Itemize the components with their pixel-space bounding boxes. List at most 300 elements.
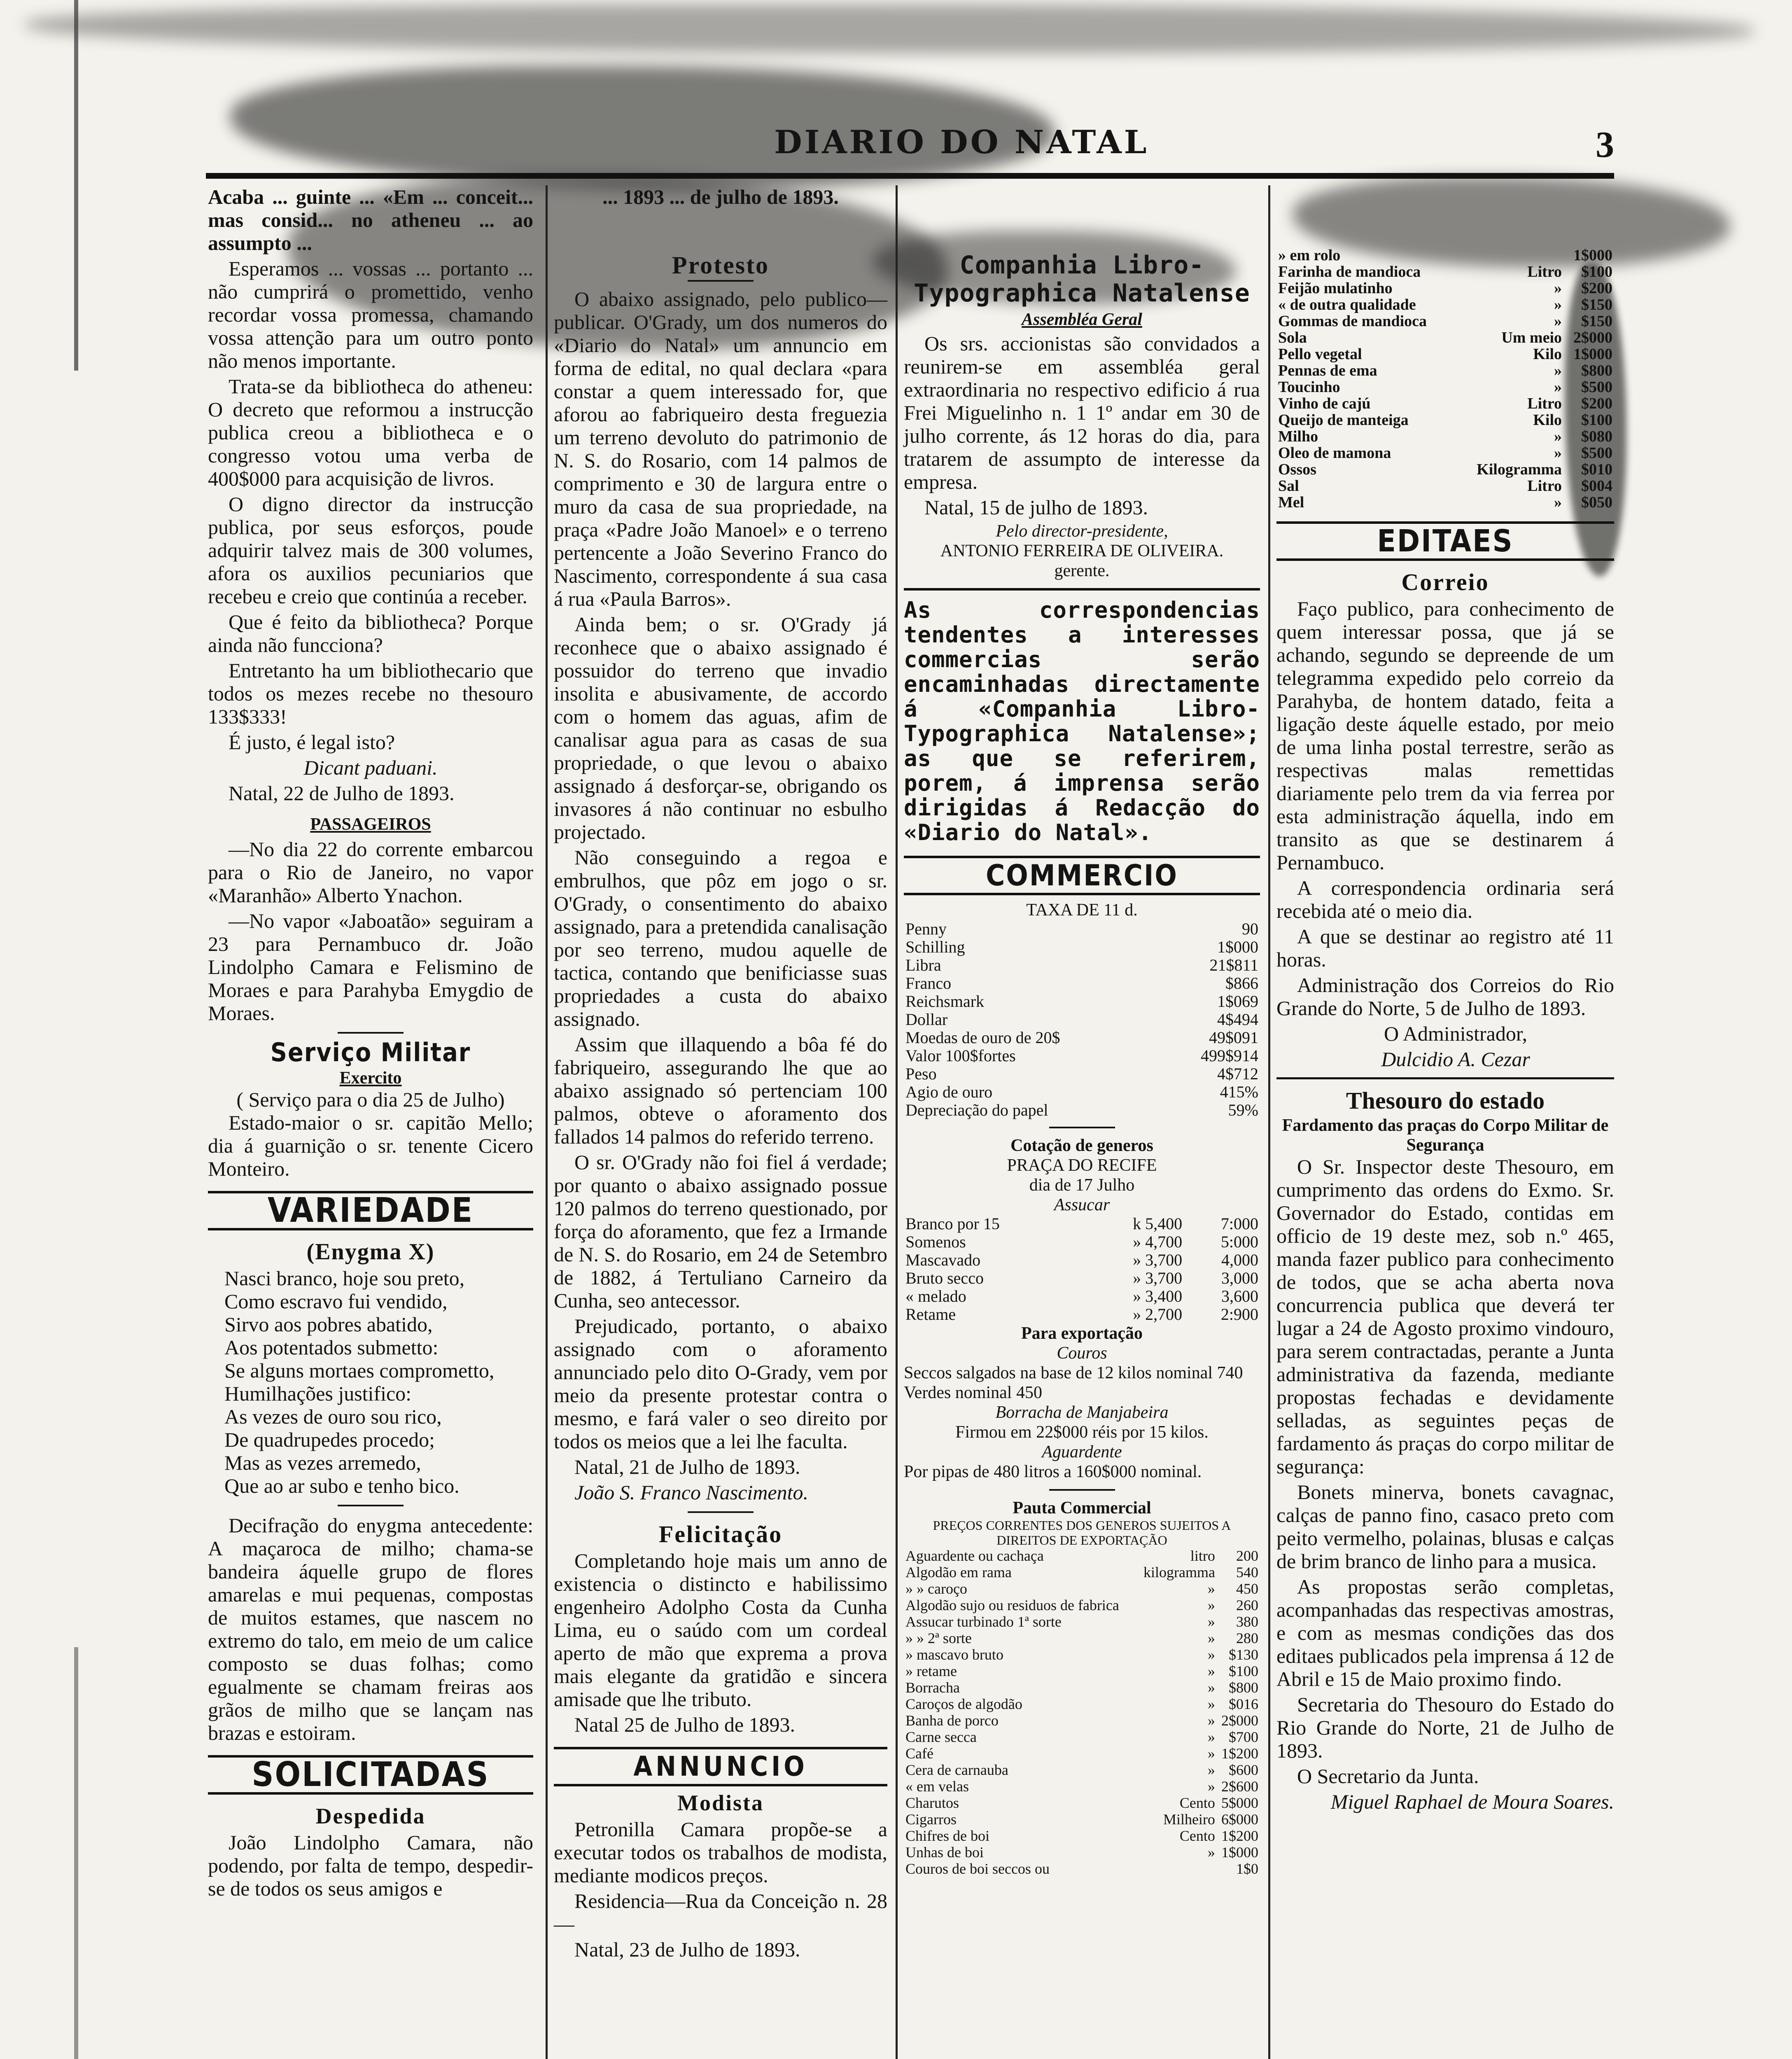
- table-cell-value: $100: [1581, 263, 1612, 280]
- table-cell-name: Borracha: [905, 1679, 960, 1696]
- table-cell-value: 280: [1236, 1630, 1258, 1646]
- table-row: [904, 1811, 1260, 1828]
- article-text: O Administrador,: [1384, 1022, 1527, 1045]
- table-cell-name: Dollar: [905, 1010, 948, 1029]
- table-cell-name: Peso: [905, 1065, 937, 1083]
- table-cell-unit: »: [1554, 313, 1562, 330]
- table-cell-unit: Kilo: [1533, 411, 1562, 429]
- table-cell-name: Branco por 15: [905, 1214, 1000, 1233]
- table-cell-value: 380: [1236, 1613, 1258, 1630]
- table-cell-name: » em rolo: [1278, 247, 1341, 264]
- column-header: ... 1893 ... de julho de 1893.: [602, 185, 839, 208]
- table-cell-unit: »: [1207, 1646, 1215, 1663]
- poem-line: Como escravo fui vendido,: [224, 1290, 448, 1313]
- table-cell-name: Agio de ouro: [905, 1083, 993, 1101]
- table-cell-value: 4$494: [1217, 1010, 1258, 1029]
- table-cell-value: 6$000: [1221, 1811, 1258, 1828]
- table-row: [1276, 329, 1614, 346]
- table-cell-unit: Um meio: [1501, 329, 1562, 346]
- table-cell-value: $100: [1229, 1663, 1258, 1679]
- table-cell-name: « melado: [905, 1287, 966, 1305]
- table-cell-unit: »: [1207, 1663, 1215, 1679]
- article-text: O Secretario da Junta.: [1297, 1765, 1479, 1788]
- table-cell-unit: »: [1554, 296, 1562, 313]
- subheading: Exercito: [339, 1069, 402, 1088]
- table-row: [904, 1287, 1260, 1305]
- table-row: [1276, 412, 1614, 428]
- poem-line: Nasci branco, hoje sou preto,: [224, 1267, 465, 1290]
- table-cell-high: 2:900: [1220, 1305, 1258, 1324]
- table-cell-value: $130: [1229, 1646, 1258, 1663]
- article-text: João Lindolpho Camara, não podendo, por falta de tempo, despedir-se de todos os seus amigos e: [208, 1831, 533, 1900]
- section-heading-treasury: Thesouro do estado: [1346, 1087, 1545, 1114]
- table-cell-value: 1$000: [1217, 938, 1258, 956]
- table-cell-name: Moedas de ouro de 20$: [905, 1028, 1060, 1047]
- person-name: ANTONIO FERREIRA DE OLIVEIRA.: [940, 542, 1224, 560]
- table-cell-value: 450: [1236, 1580, 1258, 1597]
- table-cell-unit: [1458, 247, 1564, 264]
- table-cell-value: $150: [1581, 296, 1612, 313]
- table-cell-name: Somenos: [905, 1233, 966, 1251]
- enigma-title: (Enygma X): [306, 1239, 435, 1265]
- left-margin-mark: [74, 0, 78, 371]
- table-row: [904, 1029, 1260, 1047]
- subheading-farewell: Despedida: [315, 1804, 426, 1828]
- article-text: Esperamos ... vossas ... portanto ... não cumprirá o promettido, venho recordar vossa promessa, chamando vossa attenção para um outro ponto não menos importante.: [208, 257, 533, 372]
- poem-line: Sirvo aos pobres abatido,: [224, 1313, 433, 1336]
- table-cell-value: $500: [1581, 378, 1612, 396]
- table-cell-name: Farinha de mandioca: [1278, 263, 1421, 280]
- table-cell-value: 2$600: [1221, 1778, 1258, 1795]
- table-row: [1276, 362, 1614, 379]
- table-cell-low: k 5,400: [1133, 1214, 1183, 1233]
- table-row: [904, 1305, 1260, 1324]
- table-row: [1276, 428, 1614, 445]
- table-cell-value: 90: [1242, 920, 1258, 938]
- table-row: [904, 992, 1260, 1011]
- table-row: [1276, 445, 1614, 461]
- table-cell-name: Cigarros: [905, 1811, 957, 1828]
- table-row: [904, 1215, 1260, 1233]
- table-row: [904, 1564, 1260, 1580]
- column-2: [554, 185, 887, 1963]
- poem: [208, 1267, 533, 1497]
- table-cell-high: 3,000: [1221, 1269, 1258, 1287]
- table-row: [1276, 247, 1614, 264]
- table-cell-name: Mascavado: [905, 1251, 981, 1269]
- hides-title: Couros: [1057, 1344, 1107, 1363]
- correspondence-notice: As correspondencias tendentes a interesses commercias serão encaminhadas directamente á «Companhia Libro-Typographica Natalense»; as que se referirem, porem, á imprensa serão dirigidas á Redacção do «Diario do Natal».: [904, 597, 1260, 845]
- separator: [688, 1511, 754, 1513]
- export-tariff-table: [904, 1548, 1260, 1877]
- table-row: [904, 1696, 1260, 1712]
- section-heading-protest: Protesto: [672, 252, 770, 279]
- table-row: [904, 1251, 1260, 1269]
- left-margin-mark: [74, 1647, 78, 2059]
- table-cell-value: $800: [1229, 1679, 1258, 1696]
- table-cell-unit: »: [1554, 428, 1562, 445]
- dateline: Natal, 22 de Julho de 1893.: [229, 782, 455, 805]
- article-text: A que se destinar ao registro até 11 horas.: [1276, 925, 1614, 971]
- table-cell-value: 5$000: [1221, 1795, 1258, 1811]
- quote-title: Cotação de generos: [1010, 1136, 1153, 1155]
- table-row: [904, 1580, 1260, 1597]
- article-text: Petronilla Camara propõe-se a executar todos os trabalhos de modista, mediante modicos preços.: [554, 1818, 887, 1887]
- table-row: [904, 974, 1260, 992]
- table-row: [904, 956, 1260, 974]
- signature: Dulcidio A. Cezar: [1381, 1048, 1530, 1071]
- table-cell-name: Depreciação do papel: [905, 1101, 1048, 1119]
- table-cell-value: $150: [1581, 313, 1612, 330]
- article-text: —No dia 22 do corrente embarcou para o Rio de Janeiro, no vapor «Maranhão» Alberto Ynachon.: [208, 838, 533, 907]
- table-row: [1276, 346, 1614, 362]
- separator: [1049, 1127, 1115, 1128]
- article-text: Decifração do enygma antecedente: A maçaroca de milho; chama-se bandeira áquelle grupo de flores amarelas e mui pequenas, compostas de muitos estames, que nascem no extremo do talo, em meio de um calice composto se duas folhas; como egualmente se chamam freiras aos grãos de milho que se lançam nas brazas e estoiram.: [208, 1514, 533, 1744]
- table-cell-low: » 3,400: [1133, 1287, 1183, 1305]
- table-cell-unit: »: [1207, 1679, 1215, 1696]
- table-cell-unit: »: [1207, 1696, 1215, 1712]
- article-text: Os srs. accionistas são convidados a reunirem-se em assembléa geral extraordinaria no respectivo edificio á rua Frei Miguelinho n. 1 1º andar em 30 de julho corrente, ás 12 horas do dia, para tratarem de assumpto de interesse da empresa.: [904, 332, 1260, 493]
- table-cell-value: 1$0: [1236, 1861, 1258, 1877]
- brandy-text: Por pipas de 480 litros a 160$000 nominal.: [904, 1462, 1202, 1481]
- company-title: Companhia Libro-Typographica Natalense: [914, 251, 1250, 308]
- table-cell-unit: Cento: [1179, 1828, 1215, 1844]
- article-text: Administração dos Correios do Rio Grande do Norte, 5 de Julho de 1893.: [1276, 973, 1614, 1020]
- masthead: [206, 124, 1614, 169]
- table-cell-value: $800: [1581, 362, 1612, 379]
- article-text: Entretanto ha um bibliothecario que todos os mezes recebe no thesouro 133$333!: [208, 659, 533, 728]
- poem-line: Aos potentados submetto:: [224, 1336, 439, 1359]
- dateline: Natal, 21 de Julho de 1893.: [574, 1455, 800, 1478]
- table-row: [904, 1269, 1260, 1287]
- table-row: [904, 1613, 1260, 1630]
- table-cell-name: Caroços de algodão: [905, 1696, 1022, 1712]
- table-row: [904, 1861, 1260, 1877]
- sugar-title: Assucar: [1054, 1195, 1110, 1214]
- table-row: [904, 1745, 1260, 1762]
- section-heading-passengers: PASSAGEIROS: [310, 815, 431, 834]
- article-text: O Sr. Inspector deste Thesouro, em cumprimento das ordens do Exmo. Sr. Governador do Estado, contidas em officio de 19 deste mez, sob n.º 465, manda fazer publico para conhecimento de todos, que se acha aberta nova concurrencia publica que deverá ter lugar a 24 de Agosto proximo vindouro, para serem contractadas, perante a Junta administrativa da fazenda, mediante propostas fechadas e devidamente selladas, as seguintes peças de fardamento ás praças do corpo militar de segurança:: [1276, 1155, 1614, 1478]
- poem-line: Humilhações justifico:: [224, 1382, 412, 1405]
- table-cell-name: Toucinho: [1278, 378, 1340, 396]
- table-row: [904, 1762, 1260, 1778]
- table-row: [1276, 461, 1614, 478]
- table-row: [904, 1011, 1260, 1029]
- sugar-prices-table: [904, 1215, 1260, 1324]
- table-cell-value: 1$000: [1221, 1844, 1258, 1861]
- signature: Miguel Raphael de Moura Soares.: [1330, 1790, 1614, 1813]
- poem-line: As vezes de ouro sou rico,: [224, 1405, 442, 1428]
- table-cell-unit: kilogramma: [1143, 1564, 1215, 1580]
- table-row: [904, 1712, 1260, 1729]
- table-cell-value: 59%: [1228, 1101, 1258, 1119]
- section-heading-ad: ANNUNCIO: [554, 1747, 887, 1786]
- table-cell-low: » 4,700: [1133, 1233, 1183, 1251]
- table-cell-unit: Litro: [1527, 477, 1562, 495]
- separator: [338, 1505, 404, 1506]
- table-cell-name: « de outra qualidade: [1278, 296, 1416, 313]
- article-text: É justo, é legal isto?: [229, 731, 395, 754]
- table-cell-low: » 2,700: [1133, 1305, 1183, 1324]
- table-cell-name: Chifres de boi: [905, 1828, 989, 1844]
- table-cell-unit: litro: [1190, 1548, 1215, 1564]
- table-cell-name: Feijão mulatinho: [1278, 280, 1393, 297]
- table-cell-unit: »: [1207, 1778, 1215, 1795]
- table-cell-name: Sola: [1278, 329, 1307, 346]
- table-row: [904, 1233, 1260, 1251]
- table-cell-value: $600: [1229, 1762, 1258, 1778]
- hides-green: Verdes nominal 450: [904, 1383, 1042, 1402]
- table-row: [1276, 264, 1614, 280]
- table-cell-unit: »: [1207, 1597, 1215, 1613]
- table-cell-name: Penny: [905, 920, 947, 938]
- export-title: Para exportação: [1021, 1324, 1143, 1343]
- table-cell-value: 2$000: [1573, 329, 1612, 346]
- section-heading-commerce: COMMERCIO: [904, 856, 1260, 895]
- table-cell-name: Pello vegetal: [1278, 346, 1362, 363]
- brandy-title: Aguardente: [1042, 1443, 1122, 1461]
- table-cell-name: Banha de porco: [905, 1712, 999, 1729]
- table-cell-value: $700: [1229, 1729, 1258, 1745]
- table-cell-name: Bruto secco: [905, 1269, 984, 1287]
- table-cell-unit: Milheiro: [1163, 1811, 1215, 1828]
- table-cell-name: Schilling: [905, 938, 965, 956]
- table-cell-name: Algodão sujo ou residuos de fabrica: [905, 1597, 1119, 1613]
- table-row: [904, 1795, 1260, 1811]
- table-cell-value: 21$811: [1209, 956, 1258, 974]
- column-divider: [546, 185, 548, 2059]
- separator: [688, 280, 754, 282]
- table-cell-unit: »: [1554, 378, 1562, 396]
- table-cell-name: Sal: [1278, 477, 1299, 495]
- table-row: [904, 1597, 1260, 1613]
- column-4: [1276, 185, 1614, 1816]
- table-cell-unit: »: [1207, 1580, 1215, 1597]
- section-heading-solicited: SOLICITADAS: [208, 1755, 533, 1795]
- article-text: Bonets minerva, bonets cavagnac, calças de panno fino, casaco preto com peito vermelho, polainas, blusas e calças de brim branco de linho para a musica.: [1276, 1480, 1614, 1573]
- table-row: [1276, 280, 1614, 296]
- table-cell-name: Aguardente ou cachaça: [905, 1548, 1044, 1564]
- exchange-rates-table: [904, 920, 1260, 1119]
- table-cell-unit: Litro: [1527, 263, 1562, 280]
- ink-stain: [25, 4, 1754, 54]
- subheading-mail: Correio: [1401, 569, 1489, 595]
- article-text: Ainda bem; o sr. O'Grady já reconhece que o abaixo assignado é possuidor do terreno que invadio insolita e abusivamente, de accordo com o homem das aguas, afim de canalisar agua para as casas de sua propriedade, o que levou o abaixo assignado á desforçar-se, obrigando os invasores á não continuar no esbulho projectado.: [554, 613, 887, 843]
- table-cell-name: Café: [905, 1745, 933, 1762]
- article-text: Secretaria do Thesouro do Estado do Rio Grande do Norte, 21 de Julho de 1893.: [1276, 1693, 1614, 1762]
- table-cell-name: Cera de carnauba: [905, 1762, 1008, 1778]
- table-cell-value: 2$000: [1221, 1712, 1258, 1729]
- article-text: ( Serviço para o dia 25 de Julho): [236, 1088, 505, 1111]
- rubber-title: Borracha de Manjabeira: [995, 1403, 1169, 1422]
- table-cell-name: Oleo de mamona: [1278, 444, 1391, 462]
- table-row: [904, 1663, 1260, 1679]
- table-row: [904, 938, 1260, 956]
- table-row: [904, 1630, 1260, 1646]
- table-cell-high: 3,600: [1221, 1287, 1258, 1305]
- table-cell-value: 1$000: [1573, 247, 1612, 264]
- separator: [1049, 1489, 1115, 1491]
- table-cell-value: $050: [1581, 494, 1612, 511]
- table-cell-low: » 3,700: [1133, 1269, 1183, 1287]
- table-cell-value: $200: [1581, 395, 1612, 412]
- table-cell-name: Franco: [905, 974, 952, 992]
- page-number: 3: [1596, 124, 1614, 165]
- company-subheading: Assembléa Geral: [1022, 310, 1142, 329]
- article-text: Prejudicado, portanto, o abaixo assignado com o aforamento annunciado pelo dito O-Grady, vem por meio da presente protestar contra o mesmo, e fará valer o seo direito por todos os meios que a lei lhe faculta.: [554, 1314, 887, 1453]
- table-row: [904, 1047, 1260, 1065]
- poem-line: Mas as vezes arremedo,: [224, 1451, 421, 1474]
- table-cell-value: 1$200: [1221, 1745, 1258, 1762]
- ad-subheading: Modista: [677, 1791, 764, 1815]
- table-cell-name: Ossos: [1278, 461, 1316, 478]
- table-cell-value: $016: [1229, 1696, 1258, 1712]
- table-cell-name: Mel: [1278, 494, 1304, 511]
- table-cell-name: » retame: [905, 1663, 957, 1679]
- table-cell-name: « em velas: [905, 1778, 969, 1795]
- dateline: Natal 25 de Julho de 1893.: [574, 1713, 796, 1736]
- table-cell-name: Retame: [905, 1305, 956, 1324]
- table-cell-value: $500: [1581, 444, 1612, 462]
- table-cell-value: $100: [1581, 411, 1612, 429]
- table-row: [1276, 494, 1614, 511]
- newspaper-title: DIARIO DO NATAL: [774, 124, 1149, 161]
- table-cell-value: 1$000: [1573, 346, 1612, 363]
- table-cell-unit: »: [1207, 1613, 1215, 1630]
- separator: [338, 1032, 404, 1034]
- table-cell-unit: »: [1207, 1844, 1215, 1861]
- table-row: [904, 1729, 1260, 1745]
- dateline: Natal, 15 de julho de 1893.: [924, 496, 1148, 519]
- table-cell-unit: »: [1207, 1630, 1215, 1646]
- article-text: O abaixo assignado, pelo publico—publicar. O'Grady, um dos numeros do «Diario do Natal» um annuncio em forma de edital, no qual declara «para constar a quem interessado for, que aforou ao fabriqueiro desta freguezia um terreno devoluto do patrimonio de N. S. do Rosario, com 14 palmos de comprimento e 30 de largura entre o muro da casa de sua propriedade, na praça «Padre João Manoel» e o terreno pertencente a João Severino Franco do Nascimento, correspondente á sua casa á rua «Paula Barros».: [554, 287, 887, 610]
- section-heading-congrats: Felicitação: [658, 1521, 783, 1548]
- table-cell-high: 4,000: [1221, 1251, 1258, 1269]
- table-cell-value: 540: [1236, 1564, 1258, 1580]
- table-cell-unit: »: [1554, 280, 1562, 297]
- table-cell-name: Gommas de mandioca: [1278, 313, 1427, 330]
- table-cell-name: » » 2ª sorte: [905, 1630, 972, 1646]
- article-text: Faço publico, para conhecimento de quem interessar possa, que já se achando, segundo se depreende de um telegramma expedido pelo correio da Parahyba, de hontem datado, feita a ligação deste áquelle estado, por meio de uma linha postal terrestre, serão as respectivas malas remettidas diariamente pelo trem da via ferrea por esta administração áquella, indo em transito as que se destinarem á Pernambuco.: [1276, 597, 1614, 874]
- signature: João S. Franco Nascimento.: [574, 1481, 808, 1504]
- table-row: [904, 1828, 1260, 1844]
- table-row: [904, 1679, 1260, 1696]
- table-cell-value: $200: [1581, 280, 1612, 297]
- poem-line: Se alguns mortaes comprometto,: [224, 1359, 495, 1382]
- table-cell-name: Libra: [905, 956, 941, 974]
- table-row: [1276, 478, 1614, 494]
- table-cell-unit: Litro: [1527, 395, 1562, 412]
- table-row: [1276, 395, 1614, 412]
- article-text: O digno director da instrucção publica, por seus esforços, poude adquirir talvez mais de 300 volumes, afora os auxilios pecuniarios que recebeu e creio que continúa a receber.: [208, 493, 533, 608]
- table-cell-name: Charutos: [905, 1795, 959, 1811]
- pauta-subtitle: PREÇOS CORRENTES DOS GENEROS SUJEITOS A DIREITOS DE EXPORTAÇÃO: [933, 1518, 1231, 1548]
- table-row: [1276, 379, 1614, 395]
- table-row: [1276, 296, 1614, 313]
- column-divider: [896, 185, 898, 2059]
- table-cell-name: Valor 100$fortes: [905, 1046, 1016, 1065]
- article-text: A correspondencia ordinaria será recebida até o meio dia.: [1276, 876, 1614, 922]
- dateline: Natal, 23 de Julho de 1893.: [574, 1938, 800, 1961]
- article-text: Completando hoje mais um anno de existencia o distincto e habilissimo engenheiro Adolpho Costa da Cunha Lima, eu o saúdo com um cordeal aperto de mão que exprema a prova mais elegante da gratidão e sincera amisade que lhe tributo.: [554, 1549, 887, 1711]
- table-cell-unit: »: [1554, 494, 1562, 511]
- treasury-subheading: Fardamento das praças do Corpo Militar de Segurança: [1282, 1116, 1609, 1155]
- quote-date: dia de 17 Julho: [1029, 1176, 1135, 1195]
- person-role: gerente.: [1054, 561, 1110, 580]
- table-cell-name: Milho: [1278, 428, 1318, 445]
- table-cell-name: Queijo de manteiga: [1278, 411, 1409, 429]
- table-row: [1276, 313, 1614, 329]
- table-cell-high: 7:000: [1220, 1214, 1258, 1233]
- separator: [904, 588, 1260, 591]
- article-text: Estado-maior o sr. capitão Mello; dia á guarnição o sr. tenente Cicero Monteiro.: [208, 1111, 533, 1180]
- rates-title: TAXA DE 11 d.: [1026, 901, 1138, 920]
- table-cell-unit: »: [1207, 1745, 1215, 1762]
- table-cell-value: $080: [1581, 428, 1612, 445]
- table-cell-value: $866: [1225, 974, 1258, 992]
- table-cell-low: » 3,700: [1133, 1251, 1183, 1269]
- table-cell-unit: [1136, 1861, 1217, 1877]
- table-cell-unit: »: [1554, 362, 1562, 379]
- table-cell-value: 1$069: [1217, 992, 1258, 1011]
- rubber-text: Firmou em 22$000 réis por 15 kilos.: [955, 1423, 1209, 1442]
- table-cell-value: 260: [1236, 1597, 1258, 1613]
- table-cell-unit: »: [1554, 444, 1562, 462]
- table-cell-unit: »: [1207, 1729, 1215, 1745]
- column-divider: [1268, 185, 1270, 2059]
- article-text: As propostas serão completas, acompanhadas das respectivas amostras, e com as mesmas condições das dos editaes publicados pela imprensa á 12 de Abril e 15 de Maio proximo findo.: [1276, 1575, 1614, 1690]
- article-text: —No vapor «Jaboatão» seguiram a 23 para Pernambuco dr. João Lindolpho Camara e Felismino de Moraes e para Parahyba Emygdio de Moraes.: [208, 909, 533, 1025]
- table-cell-name: Unhas de boi: [905, 1844, 984, 1861]
- table-cell-value: 1$200: [1221, 1828, 1258, 1844]
- table-cell-name: Reichsmark: [905, 992, 985, 1011]
- table-row: [904, 1101, 1260, 1119]
- table-cell-name: Carne secca: [905, 1729, 977, 1745]
- table-cell-name: Vinho de cajú: [1278, 395, 1371, 412]
- table-cell-unit: »: [1207, 1762, 1215, 1778]
- table-cell-value: 415%: [1220, 1083, 1258, 1101]
- table-cell-name: » » caroço: [905, 1580, 967, 1597]
- table-cell-unit: »: [1207, 1712, 1215, 1729]
- table-cell-name: Couros de boi seccos ou: [905, 1861, 1050, 1877]
- section-heading-editaes: EDITAES: [1276, 521, 1614, 561]
- poem-line: Que ao ar subo e tenho bico.: [224, 1474, 460, 1497]
- table-row: [904, 1844, 1260, 1861]
- article-text: Acaba ... guinte ... «Em ... conceit... mas consid... no atheneu ... ao assumpto ...: [208, 185, 533, 254]
- article-text: Residencia—Rua da Conceição n. 28—: [554, 1889, 887, 1935]
- table-cell-unit: Kilo: [1533, 346, 1562, 363]
- table-cell-value: $004: [1581, 477, 1612, 495]
- article-text: Assim que illaquendo a bôa fé do fabriqueiro, assegurando lhe que ao abaixo assignado só pertenciam 100 palmos, obteve o aforamento dos fallados 14 palmos do referido terreno.: [554, 1033, 887, 1148]
- table-row: [904, 1548, 1260, 1564]
- article-text: O sr. O'Grady não foi fiel á verdade; por quanto o abaixo assignado possue 120 palmos do terreno questionado, por força do aforamento, que fez a Irmande de N. S. do Rosario, em 24 de Setembro de 1882, á Tertuliano Carneiro da Cunha, seo antecessor.: [554, 1151, 887, 1312]
- table-cell-name: » mascavo bruto: [905, 1646, 1003, 1663]
- top-rule: [206, 173, 1614, 179]
- separator: [1276, 1077, 1614, 1079]
- table-cell-unit: Cento: [1179, 1795, 1215, 1811]
- column-3: [904, 185, 1260, 1877]
- table-cell-unit: Kilogramma: [1477, 461, 1562, 478]
- article-text: Pelo director-presidente,: [996, 522, 1168, 541]
- table-cell-value: 49$091: [1209, 1028, 1258, 1047]
- section-heading-military: Serviço Militar: [270, 1037, 471, 1067]
- article-text: Que é feito da bibliotheca? Porque ainda não funcciona?: [208, 610, 533, 656]
- table-cell-name: Assucar turbinado 1ª sorte: [905, 1613, 1062, 1630]
- table-cell-value: 4$712: [1217, 1065, 1258, 1083]
- table-cell-value: 499$914: [1201, 1046, 1258, 1065]
- article-text: Não conseguindo a regoa e embrulhos, que pôz em jogo o sr. O'Grady, o consentimento do abaixo assignado, para a pretendida canalisação por seo terreno, mudou aquelle de tactica, contando que benificiasse suas propriedades a custa do abaixo assignado.: [554, 846, 887, 1030]
- poem-line: De quadrupedes procedo;: [224, 1428, 435, 1451]
